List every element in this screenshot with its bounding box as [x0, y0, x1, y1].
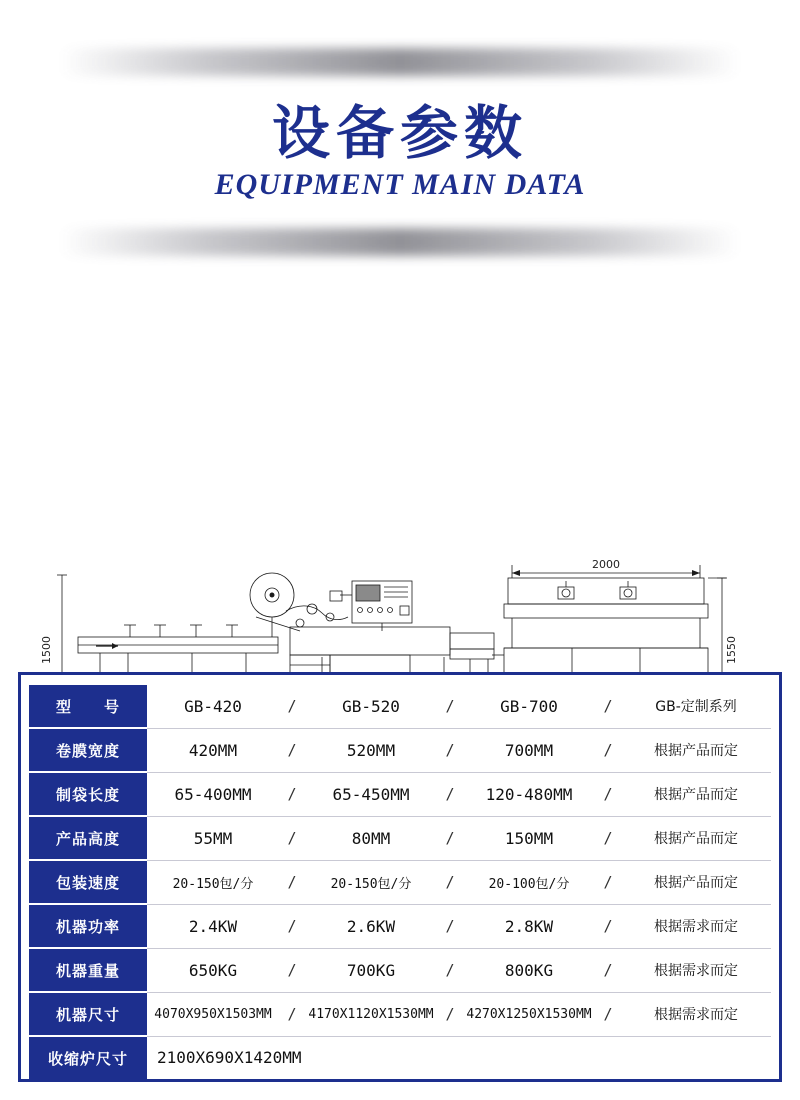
technical-drawings [0, 265, 800, 664]
header-band-top-decoration [60, 48, 740, 76]
row-value-1: 650KG [147, 948, 279, 992]
separator: / [595, 904, 621, 948]
row-value-2: GB-520 [305, 685, 437, 728]
row-label: 包装速度 [29, 860, 147, 904]
row-value-3: 120-480MM [463, 772, 595, 816]
row-value-3: 150MM [463, 816, 595, 860]
separator: / [595, 992, 621, 1036]
separator: / [595, 772, 621, 816]
row-value-1: 55MM [147, 816, 279, 860]
spec-table [29, 685, 771, 1079]
row-value-2: 80MM [305, 816, 437, 860]
row-value-1: 65-400MM [147, 772, 279, 816]
row-value-full: 2100X690X1420MM [157, 1048, 302, 1068]
dimension-height-left: 1500 [40, 636, 53, 664]
row-value-4: GB-定制系列 [621, 685, 771, 728]
dimension-height-right: 1550 [725, 636, 738, 664]
separator: / [279, 904, 305, 948]
separator: / [595, 685, 621, 728]
separator: / [437, 816, 463, 860]
separator: / [279, 948, 305, 992]
row-label: 产品高度 [29, 816, 147, 860]
table-row [29, 860, 771, 904]
row-value-2: 20-150包/分 [305, 860, 437, 904]
separator: / [279, 685, 305, 728]
machine-drawing-svg [0, 265, 800, 664]
spec-table-container [18, 672, 782, 1082]
separator: / [437, 728, 463, 772]
row-label: 机器尺寸 [29, 992, 147, 1036]
row-value-2: 520MM [305, 728, 437, 772]
separator: / [437, 904, 463, 948]
row-value-2: 65-450MM [305, 772, 437, 816]
row-label: 制袋长度 [29, 772, 147, 816]
row-label: 机器重量 [29, 948, 147, 992]
row-value-4: 根据产品而定 [621, 728, 771, 772]
table-row [29, 772, 771, 816]
row-value-1: 2.4KW [147, 904, 279, 948]
row-value-2: 700KG [305, 948, 437, 992]
header-band-bottom-decoration [60, 228, 740, 256]
separator: / [279, 728, 305, 772]
separator: / [437, 860, 463, 904]
separator: / [595, 816, 621, 860]
row-value-4: 根据需求而定 [621, 904, 771, 948]
row-label: 收缩炉尺寸 [29, 1036, 147, 1079]
table-row [29, 685, 771, 728]
row-value-3: 20-100包/分 [463, 860, 595, 904]
row-value-4: 根据产品而定 [621, 816, 771, 860]
row-value-4: 根据产品而定 [621, 860, 771, 904]
row-value-4: 根据产品而定 [621, 772, 771, 816]
table-row [29, 904, 771, 948]
row-value-3: 2.8KW [463, 904, 595, 948]
row-label: 卷膜宽度 [29, 728, 147, 772]
row-value-2: 2.6KW [305, 904, 437, 948]
row-value-4: 根据需求而定 [621, 992, 771, 1036]
page-title: 设备参数 [271, 99, 528, 167]
row-value-2: 4170X1120X1530MM [305, 992, 437, 1036]
separator: / [279, 772, 305, 816]
row-value-1: 420MM [147, 728, 279, 772]
separator: / [437, 948, 463, 992]
row-value-4: 根据需求而定 [621, 948, 771, 992]
table-row [29, 728, 771, 772]
row-value-1: GB-420 [147, 685, 279, 728]
row-value-1: 20-150包/分 [147, 860, 279, 904]
separator: / [279, 860, 305, 904]
separator: / [595, 948, 621, 992]
separator: / [595, 728, 621, 772]
page-subtitle: EQUIPMENT MAIN DATA [214, 168, 586, 201]
row-value-3: 700MM [463, 728, 595, 772]
separator: / [437, 992, 463, 1036]
table-row [29, 992, 771, 1036]
row-value-3: 800KG [463, 948, 595, 992]
dimension-width-right: 2000 [592, 558, 620, 571]
separator: / [437, 772, 463, 816]
row-value-3: GB-700 [463, 685, 595, 728]
table-row [29, 948, 771, 992]
separator: / [437, 685, 463, 728]
separator: / [279, 816, 305, 860]
row-label: 型 号 [29, 685, 147, 728]
table-row-shrink-tunnel-size [29, 1036, 771, 1079]
row-value-3: 4270X1250X1530MM [463, 992, 595, 1036]
row-label: 机器功率 [29, 904, 147, 948]
row-value-1: 4070X950X1503MM [147, 992, 279, 1036]
separator: / [595, 860, 621, 904]
page-header [0, 0, 800, 265]
separator: / [279, 992, 305, 1036]
table-row [29, 816, 771, 860]
